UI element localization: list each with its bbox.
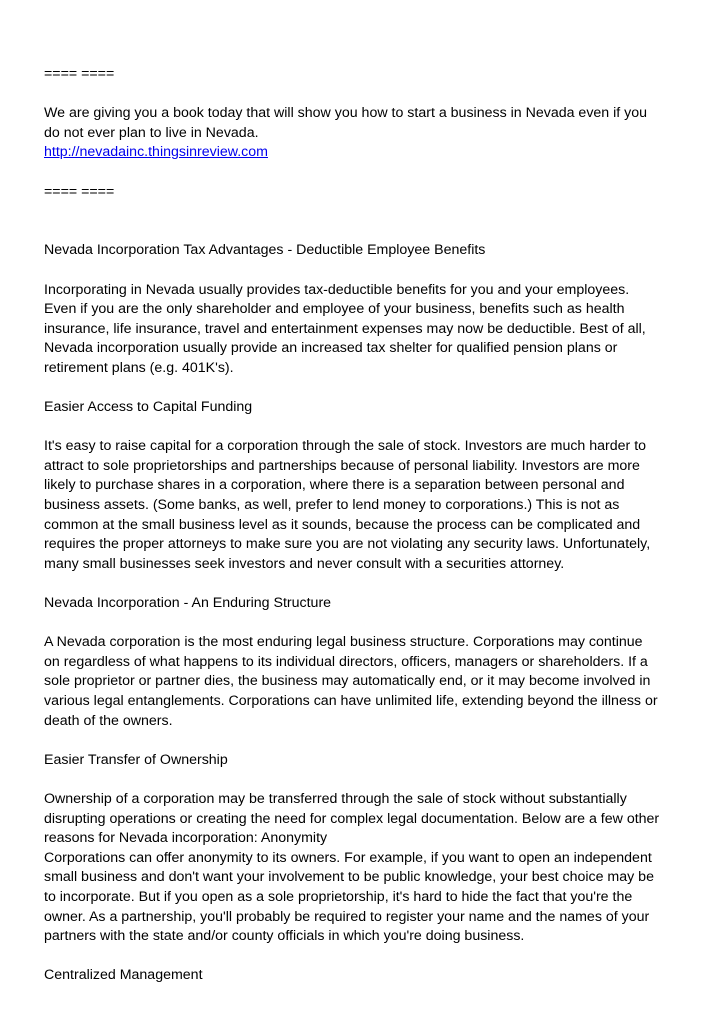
paragraph-line: small business and don't want your involvement to be public knowledge, your best choice may be <box>44 869 654 886</box>
paragraph-transfer-ownership <box>44 790 694 947</box>
paragraph-line: Incorporating in Nevada usually provides tax-deductible benefits for you and your employees. <box>44 281 630 298</box>
paragraph-line: reasons for Nevada incorporation: Anonymity <box>44 830 328 847</box>
intro-line: We are giving you a book today that will show you how to start a business in Nevada even if you <box>44 105 648 122</box>
paragraph-line: insurance, life insurance, travel and entertainment expenses may now be deductible. Best of all, <box>44 320 646 337</box>
separator-top: ==== ==== <box>44 66 115 82</box>
paragraph-line: disrupting operations or creating the need for complex legal documentation. Below are a few other <box>44 810 660 827</box>
heading-capital-funding: Easier Access to Capital Funding <box>44 399 253 416</box>
paragraph-line: Nevada incorporation usually provide an increased tax shelter for qualified pension plans or <box>44 340 618 357</box>
paragraph-line: Even if you are the only shareholder and employee of your business, benefits such as health <box>44 301 625 318</box>
paragraph-enduring-structure <box>44 633 694 731</box>
paragraph-line: various legal entanglements. Corporations can have unlimited life, extending beyond the illness or <box>44 693 658 709</box>
paragraph-line: A Nevada corporation is the most enduring legal business structure. Corporations may continue <box>44 634 643 651</box>
article-title: Nevada Incorporation Tax Advantages - Deductible Employee Benefits <box>44 242 486 259</box>
website-link[interactable]: http://nevadainc.thingsinreview.com <box>44 144 268 161</box>
paragraph-line: on regardless of what happens to its individual directors, officers, managers or shareholders. If a <box>44 653 648 670</box>
paragraph-line: attract to sole proprietorships and partnerships because of personal liability. Investors are more <box>44 457 640 474</box>
paragraph-line: It's easy to raise capital for a corporation through the sale of stock. Investors are much harder to <box>44 438 647 455</box>
paragraph-line: many small businesses seek investors and never consult with a securities attorney. <box>44 555 565 572</box>
paragraph-line: owner. As a partnership, you'll probably be required to register your name and the names of your <box>44 908 650 925</box>
heading-enduring-structure: Nevada Incorporation - An Enduring Structure <box>44 595 332 612</box>
intro-line: do not ever plan to live in Nevada. <box>44 124 259 141</box>
heading-transfer-ownership: Easier Transfer of Ownership <box>44 751 228 768</box>
paragraph-line: requires the proper attorneys to make sure you are not violating any security laws. Unfortunately, <box>44 536 651 553</box>
paragraph-line: death of the owners. <box>44 712 173 729</box>
paragraph-capital-funding <box>44 437 694 574</box>
paragraph-line: partners with the state and/or county officials in which you're doing business. <box>44 928 525 945</box>
paragraph-line: common at the small business level as it sounds, because the process can be complicated and <box>44 516 641 533</box>
paragraph-line: sole proprietor or partner dies, the business may automatically end, or it may become involved in <box>44 673 651 690</box>
separator-bottom: ==== ==== <box>44 183 115 200</box>
paragraph-line: business assets. (Some banks, as well, prefer to lend money to corporations.) This is not as <box>44 497 620 514</box>
intro-paragraph <box>44 104 694 143</box>
paragraph-line: Ownership of a corporation may be transferred through the sale of stock without substantially <box>44 790 627 807</box>
paragraph-line: likely to purchase shares in a corporation, where there is a separation between personal and <box>44 477 625 494</box>
paragraph-line: retirement plans (e.g. 401K's). <box>44 359 234 376</box>
paragraph-line: Corporations can offer anonymity to its owners. For example, if you want to open an independent <box>44 849 652 866</box>
heading-centralized-management: Centralized Management <box>44 967 203 984</box>
document-page <box>44 65 694 986</box>
paragraph-tax-benefits <box>44 281 694 379</box>
paragraph-line: to incorporate. But if you open as a sole proprietorship, it's hard to hide the fact that you're the <box>44 888 633 905</box>
